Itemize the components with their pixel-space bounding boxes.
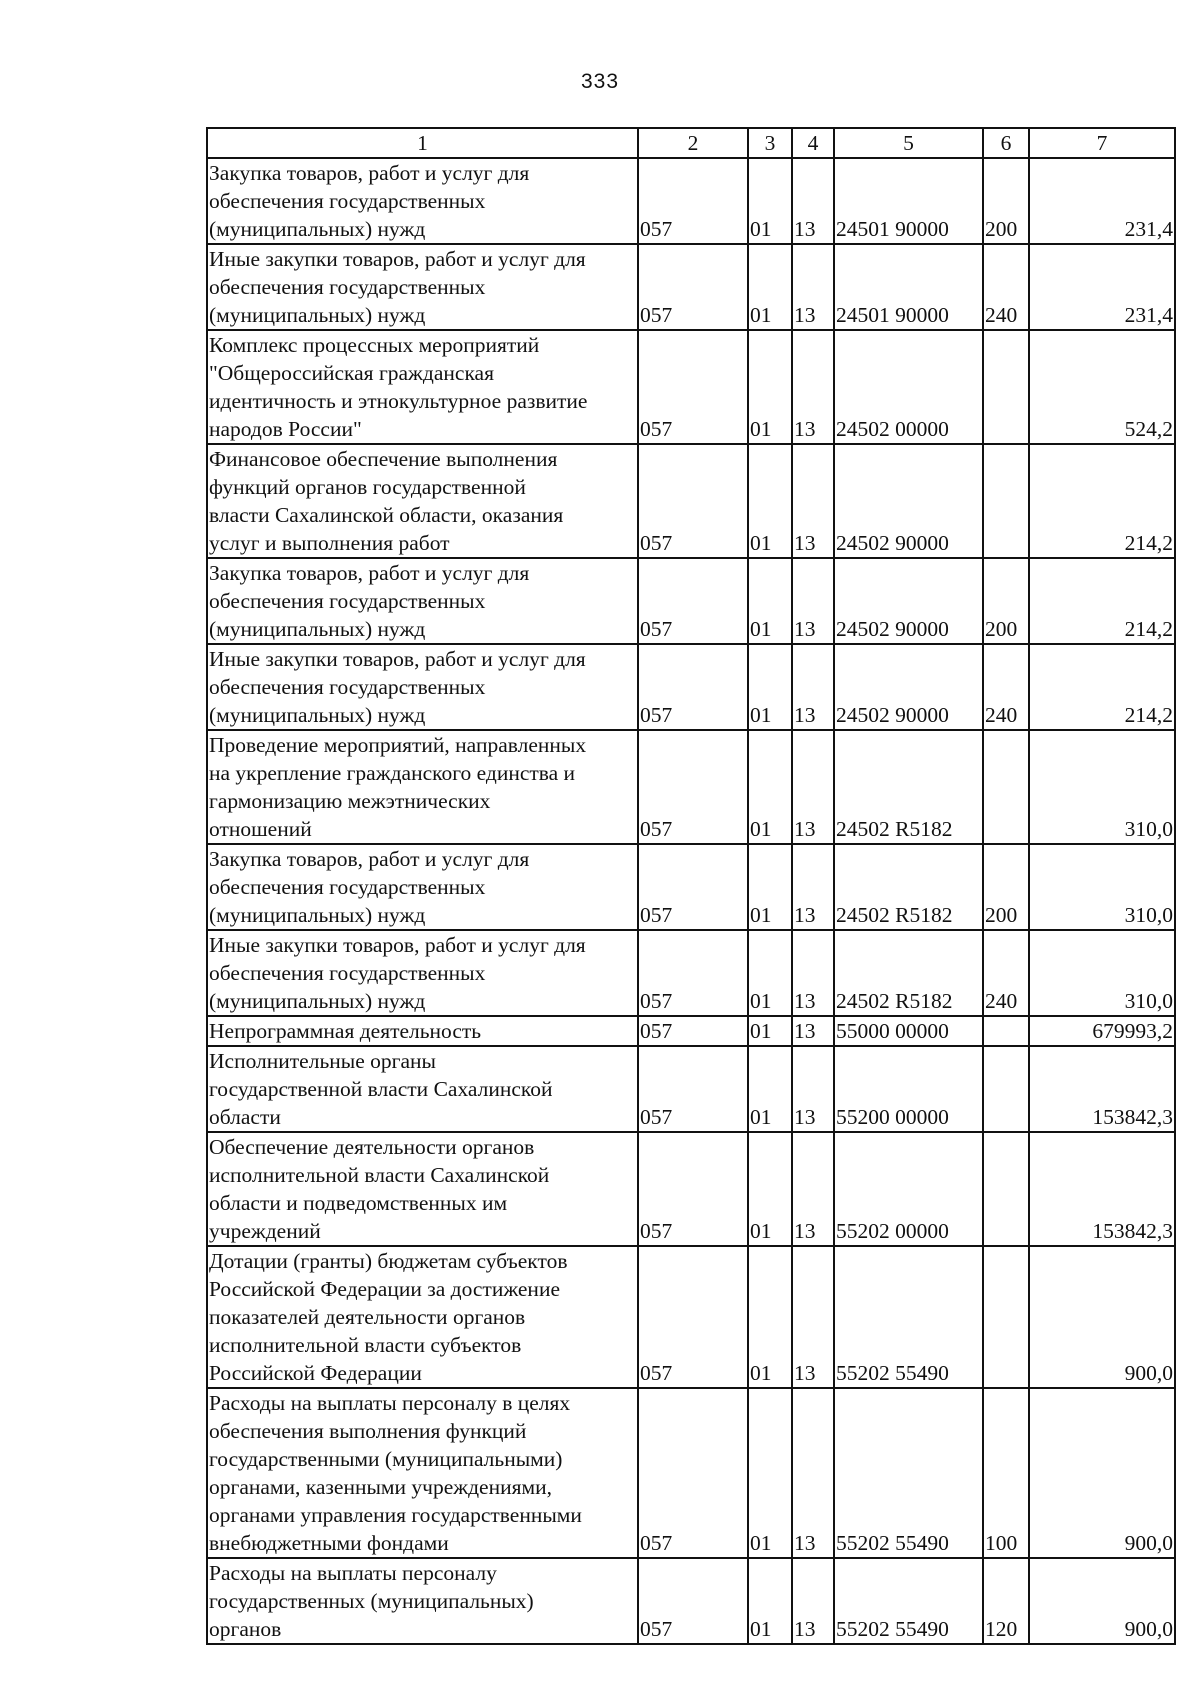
section-cell: 01 (748, 1016, 792, 1046)
item-name-cell: Иные закупки товаров, работ и услуг для обеспечения государственных (муниципальных) нужд (207, 244, 638, 330)
target-article-cell: 24502 R5182 (834, 930, 983, 1016)
section-cell: 01 (748, 1046, 792, 1132)
target-article-cell: 55202 55490 (834, 1246, 983, 1388)
column-header-7: 7 (1029, 128, 1175, 158)
section-cell: 01 (748, 1246, 792, 1388)
table-row (207, 1388, 1175, 1558)
target-article-cell: 55202 55490 (834, 1388, 983, 1558)
subsection-cell: 13 (792, 558, 834, 644)
amount-cell: 679993,2 (1029, 1016, 1175, 1046)
target-article-cell: 55202 00000 (834, 1132, 983, 1246)
section-cell: 01 (748, 644, 792, 730)
table-row (207, 1246, 1175, 1388)
table-row (207, 1046, 1175, 1132)
subsection-cell: 13 (792, 1132, 834, 1246)
table-row (207, 730, 1175, 844)
amount-cell: 214,2 (1029, 644, 1175, 730)
column-header-3: 3 (748, 128, 792, 158)
section-cell: 01 (748, 330, 792, 444)
subsection-cell: 13 (792, 158, 834, 244)
column-header-1: 1 (207, 128, 638, 158)
ministry-code-cell: 057 (638, 930, 748, 1016)
target-article-cell: 24501 90000 (834, 158, 983, 244)
amount-cell: 231,4 (1029, 244, 1175, 330)
column-header-6: 6 (983, 128, 1029, 158)
target-article-cell: 24502 90000 (834, 644, 983, 730)
item-name-cell: Закупка товаров, работ и услуг для обеспечения государственных (муниципальных) нужд (207, 558, 638, 644)
section-cell: 01 (748, 1132, 792, 1246)
target-article-cell: 55200 00000 (834, 1046, 983, 1132)
subsection-cell: 13 (792, 330, 834, 444)
target-article-cell: 24502 R5182 (834, 730, 983, 844)
table-row (207, 844, 1175, 930)
section-cell: 01 (748, 558, 792, 644)
target-article-cell: 55202 55490 (834, 1558, 983, 1644)
section-cell: 01 (748, 444, 792, 558)
expense-type-cell (983, 444, 1029, 558)
amount-cell: 310,0 (1029, 930, 1175, 1016)
subsection-cell: 13 (792, 930, 834, 1016)
ministry-code-cell: 057 (638, 558, 748, 644)
ministry-code-cell: 057 (638, 1388, 748, 1558)
amount-cell: 900,0 (1029, 1246, 1175, 1388)
amount-cell: 900,0 (1029, 1558, 1175, 1644)
ministry-code-cell: 057 (638, 1132, 748, 1246)
ministry-code-cell: 057 (638, 158, 748, 244)
item-name-cell: Обеспечение деятельности органов исполнительной власти Сахалинской области и подведомственных им учреждений (207, 1132, 638, 1246)
amount-cell: 524,2 (1029, 330, 1175, 444)
item-name-cell: Иные закупки товаров, работ и услуг для обеспечения государственных (муниципальных) нужд (207, 644, 638, 730)
ministry-code-cell: 057 (638, 330, 748, 444)
item-name-cell: Расходы на выплаты персоналу в целях обеспечения выполнения функций государственными (муниципальными) органами, казенными учреждениями, органами управления государственными внебюджетными фондами (207, 1388, 638, 1558)
expense-type-cell (983, 1132, 1029, 1246)
section-cell: 01 (748, 1558, 792, 1644)
subsection-cell: 13 (792, 730, 834, 844)
item-name-cell: Расходы на выплаты персоналу государственных (муниципальных) органов (207, 1558, 638, 1644)
table-row (207, 158, 1175, 244)
item-name-cell: Закупка товаров, работ и услуг для обеспечения государственных (муниципальных) нужд (207, 158, 638, 244)
budget-table (206, 127, 1176, 1645)
ministry-code-cell: 057 (638, 1046, 748, 1132)
target-article-cell: 24502 R5182 (834, 844, 983, 930)
column-header-5: 5 (834, 128, 983, 158)
subsection-cell: 13 (792, 244, 834, 330)
ministry-code-cell: 057 (638, 1016, 748, 1046)
expense-type-cell: 100 (983, 1388, 1029, 1558)
item-name-cell: Дотации (гранты) бюджетам субъектов Российской Федерации за достижение показателей деятельности органов исполнительной власти субъектов Российской Федерации (207, 1246, 638, 1388)
table-row (207, 1016, 1175, 1046)
amount-cell: 900,0 (1029, 1388, 1175, 1558)
subsection-cell: 13 (792, 844, 834, 930)
amount-cell: 214,2 (1029, 558, 1175, 644)
subsection-cell: 13 (792, 1046, 834, 1132)
table-row (207, 444, 1175, 558)
table-row (207, 1132, 1175, 1246)
column-header-2: 2 (638, 128, 748, 158)
ministry-code-cell: 057 (638, 644, 748, 730)
expense-type-cell (983, 730, 1029, 844)
item-name-cell: Исполнительные органы государственной власти Сахалинской области (207, 1046, 638, 1132)
amount-cell: 214,2 (1029, 444, 1175, 558)
ministry-code-cell: 057 (638, 730, 748, 844)
target-article-cell: 24501 90000 (834, 244, 983, 330)
expense-type-cell: 200 (983, 158, 1029, 244)
item-name-cell: Комплекс процессных мероприятий "Общероссийская гражданская идентичность и этнокультурное развитие народов России" (207, 330, 638, 444)
expense-type-cell: 200 (983, 844, 1029, 930)
amount-cell: 231,4 (1029, 158, 1175, 244)
ministry-code-cell: 057 (638, 844, 748, 930)
amount-cell: 153842,3 (1029, 1046, 1175, 1132)
target-article-cell: 24502 00000 (834, 330, 983, 444)
section-cell: 01 (748, 158, 792, 244)
amount-cell: 310,0 (1029, 844, 1175, 930)
column-number-row (207, 128, 1175, 158)
target-article-cell: 24502 90000 (834, 558, 983, 644)
subsection-cell: 13 (792, 1016, 834, 1046)
subsection-cell: 13 (792, 1246, 834, 1388)
ministry-code-cell: 057 (638, 1558, 748, 1644)
subsection-cell: 13 (792, 644, 834, 730)
table-row (207, 244, 1175, 330)
section-cell: 01 (748, 730, 792, 844)
item-name-cell: Непрограммная деятельность (207, 1016, 638, 1046)
expense-type-cell: 240 (983, 930, 1029, 1016)
ministry-code-cell: 057 (638, 244, 748, 330)
table-row (207, 330, 1175, 444)
section-cell: 01 (748, 930, 792, 1016)
target-article-cell: 24502 90000 (834, 444, 983, 558)
table-row (207, 644, 1175, 730)
subsection-cell: 13 (792, 1558, 834, 1644)
table-row (207, 930, 1175, 1016)
amount-cell: 310,0 (1029, 730, 1175, 844)
table-row (207, 558, 1175, 644)
subsection-cell: 13 (792, 1388, 834, 1558)
expense-type-cell (983, 330, 1029, 444)
expense-type-cell: 120 (983, 1558, 1029, 1644)
item-name-cell: Закупка товаров, работ и услуг для обеспечения государственных (муниципальных) нужд (207, 844, 638, 930)
page-number: 333 (580, 70, 620, 93)
expense-type-cell: 200 (983, 558, 1029, 644)
target-article-cell: 55000 00000 (834, 1016, 983, 1046)
expense-type-cell: 240 (983, 244, 1029, 330)
item-name-cell: Проведение мероприятий, направленных на укрепление гражданского единства и гармонизацию межэтнических отношений (207, 730, 638, 844)
amount-cell: 153842,3 (1029, 1132, 1175, 1246)
section-cell: 01 (748, 244, 792, 330)
item-name-cell: Иные закупки товаров, работ и услуг для обеспечения государственных (муниципальных) нужд (207, 930, 638, 1016)
expense-type-cell: 240 (983, 644, 1029, 730)
ministry-code-cell: 057 (638, 444, 748, 558)
subsection-cell: 13 (792, 444, 834, 558)
budget-table-body (207, 158, 1175, 1644)
expense-type-cell (983, 1246, 1029, 1388)
column-header-4: 4 (792, 128, 834, 158)
table-row (207, 1558, 1175, 1644)
section-cell: 01 (748, 1388, 792, 1558)
item-name-cell: Финансовое обеспечение выполнения функций органов государственной власти Сахалинской области, оказания услуг и выполнения работ (207, 444, 638, 558)
section-cell: 01 (748, 844, 792, 930)
ministry-code-cell: 057 (638, 1246, 748, 1388)
expense-type-cell (983, 1016, 1029, 1046)
expense-type-cell (983, 1046, 1029, 1132)
